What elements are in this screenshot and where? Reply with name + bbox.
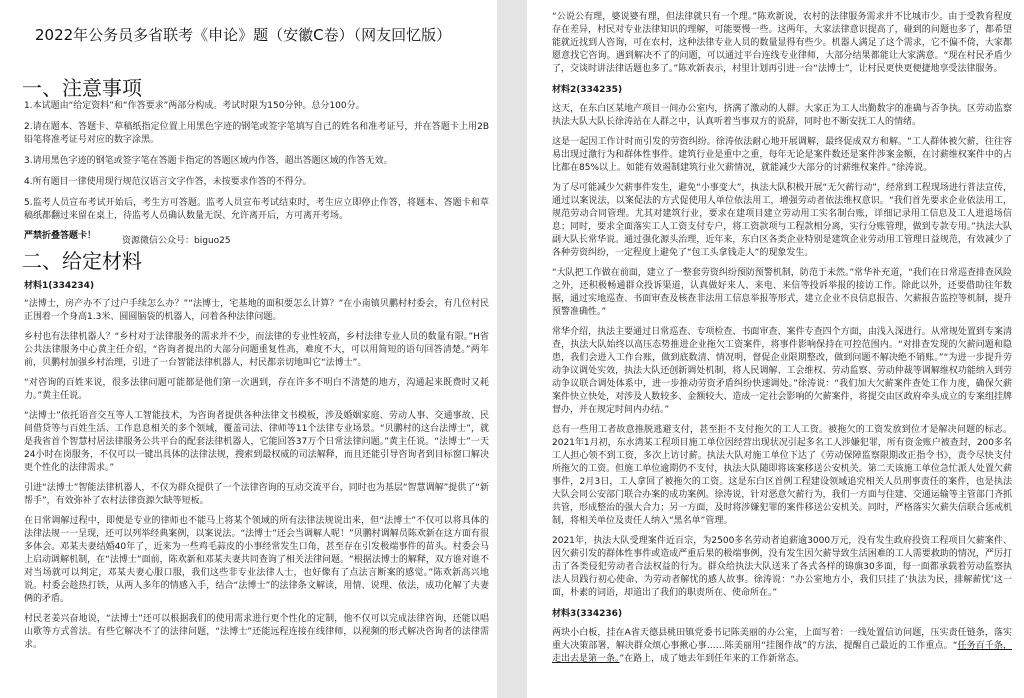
material-2-paragraph: 2021年，执法大队受理案件近百宗，为2500多名劳动者追薪逾3000万元，没有发生政府投资工程项目欠薪案件、因欠薪引发的群体性事件或造成严重后果的极端事例，没有发生因欠薪导致生活困难的工人需要救助的情况，严厉打击了各类侵犯劳动者合法权益的行为。群众给执法大队送来了各式各样的锦旗30多面，每一面都承载着劳动监察执法人员践行初心使命、为劳动者解忧的感人故事。徐涛说：“办公室地方小，我们只挂了‘执法为民，排解薪忧’这一面，朴素的词语，却道出了我们的职责所在、使命所在。”	[552, 536, 1012, 598]
material-2-label: 材料2(334235)	[552, 85, 623, 95]
notice-item: 1.本试题由“给定资料”和“作答要求”两部分构成。考试时限为150分钟。总分100分。	[24, 101, 365, 111]
material-1-paragraph: 村民老姜兴奋地说，“法博士”还可以根据我们的使用需求进行更个性化的定制，他不仅可以完成法律咨询，还能以唱山歌等方式普法。有些它解决不了的法律问题，“法博士”还能远程连接在线律师，以视频的形式解决咨询者的法律需求。	[24, 614, 489, 650]
material-2-paragraph: “大队把工作做在前面，建立了一整套劳资纠纷预防预警机制，防范于未然。”常华补充道，“我们在日常巡查排查风险之外，还积极畅通群众投诉渠道，认真做好来人、来电、来信等投诉举报的接访工作。除此以外，还要借助往年数据，通过实地巡查、书面审查及核查非法用工信息举报等形式，建立企业不良信息报告、欠薪报告监控等机制，提升预警准确性。”	[552, 268, 1012, 317]
material-3-text-start: 两块小白板，挂在A省天德县桃田镇党委书记陈美丽的办公室，上面写着：一线处置信访问题，压实责任链条，落实重大决策部署，解决群众烦心事揪心事……陈美丽用“挂图作战”的方法，提醒自己最近的工作重点。“	[552, 628, 1012, 651]
material-2-paragraph: 为了尽可能减少欠薪事件发生，避免“小事变大”，执法大队积极开展“无欠薪行动”，经常到工程现场进行普法宣传，通过以案说法，以案促法的方式促使用人单位依法用工，增强劳动者依法维权意识。“我们首先要求企业依法用工，规范劳动合同管理。尤其对建筑行业，要求在建项目建立劳动用工实名制台账，详细记录用工信息及工人进退场信息；同时，要求全面落实工人工资支付专户，将工资款项与工程款相分离，实行分账管理，做到专款专用。”执法大队副大队长常华说。通过强化源头治理，近年来，东白区各类企业特别是建筑企业劳动用工管理日益规范，有效减少了各种劳资纠纷，一定程度上避免了“包工头拿钱走人”的现象发生。	[552, 183, 1012, 258]
material-2-paragraph: 这是一起因工作计时而引发的劳资纠纷。徐涛依法耐心地开展调解，最终促成双方和解。“工人群体被欠薪，往往容易出现过激行为和群体性事件。建筑行业是重中之重，每年无论是案件数还是案件涉案金额，在讨薪维权案件中的占比都在85%以上。如能有效遏制建筑行业欠薪情况，就能减少大部分的讨薪维权案件。”徐涛说。	[552, 137, 1012, 173]
material-1-paragraph: 乡村也有法律机器人？“乡村对于法律服务的需求并不少，而法律的专业性较高，乡村法律专业人员的数量有限。”H省公共法律服务中心黄主任介绍，“咨询者提出的大部分问题重复性高，难度不大，可以用简短的语句回答清楚。”两年前，贝鹏村加强乡村治理，引进了一台智能法律机器人，村民都亲切地叫它“法博士”。	[24, 332, 489, 368]
material-1-paragraph: “法博士，房产办不了过户手续怎么办？”“法博士，宅基地的面积要怎么计算？”在小南镇贝鹏村村委会，有几位村民正围着一个身高1.3米、圆圆脑袋的机器人，问着各种法律问题。	[24, 299, 489, 322]
fold-warning: 严禁折叠答题卡！	[24, 231, 97, 241]
material-3-text-end: ”在路上，成了她去年到任年来的工作新常态。	[619, 654, 805, 664]
material-2-paragraph: 常华介绍，执法主要通过日常巡查、专项检查、书面审查、案件专查四个方面，由浅入深进行。从常规处置到专案清查，执法大队始终以高压态势推进企业拖欠工资案件，将事件影响保持在可控范围内。“对排查发现的欠薪问题和隐患，我们会进入工作台账，做到底数清、情况明，督促企业限期整改，做到问题不解决绝不销账。”“为进一步提升劳动争议调处实效，执法大队还创新调处机制，将人民调解、工会维权、劳动监察、劳动仲裁等调解维权功能纳入到劳动争议联合调处体系中，进一步推动劳资矛盾纠纷快速调处。”徐涛说：“我们加大欠薪案件查处工作力度，确保欠薪案件快立快处，对涉及人数较多、金额较大、造成一定社会影响的欠薪案件，将提交由区政府牵头成立的专案组挂牌督办，并在规定时间内办结。”	[552, 327, 1012, 415]
material-1-paragraph: “法博士”依托语音交互等人工智能技术，为咨询者提供各种法律文书模板，涉及婚姻家庭、劳动人事、交通事故、民间借贷等与百姓生活、工作息息相关的多个领域，覆盖司法、律师等11个法律专业场景。“贝鹏村的这台法博士”，就是我省首个智慧村居法律服务公共平台的配套法律机器人，它能回答37万个日常法律问题。”黄主任说。“法博士”一天24小时在岗服务，不仅可以一键出具体的法律法规，搜索到最权威的司法解释，而且还能引导咨询者到目标窗口解决更个性化的法律需求。”	[24, 411, 489, 473]
document-page-right	[527, 0, 1024, 698]
material-2-paragraph: 总有一些用工者故意推脱逃避支付，甚至拒不支付拖欠的工人工资。被拖欠的工资发放到位才是解决问题的标志。2021年1月初，东水湾某工程项目施工单位因经营出现状况引起多名工人涉嫌犯罪，所有资金账户被查封，200多名工人担心领不到工资，多次上访讨薪。执法大队对施工单位下达了《劳动保障监察限期改正指令书》，责令尽快支付所拖欠的工资。但施工单位逾期仍不支付，执法大队随即将该案移送公安机关。第二天该施工单位急忙派人处置欠薪事件，2月3日，工人拿回了被拖欠的工资。这是东白区首例工程建设领域追究相关人员刑事责任的案件，也是执法大队会同公安部门联合办案的成功案例。徐涛说，针对恶意欠薪行为，我们一方面与住建、交通运输等主管部门齐抓共管，形成整治的强大合力；另一方面，及时将涉嫌犯罪的案件移送公安机关。同时，严格落实欠薪失信联合惩戒机制，将相关单位及责任人纳入“黑名单”管理。	[552, 425, 1012, 526]
wechat-note: 资源微信公众号：biguo25	[122, 236, 231, 246]
material-3-paragraph	[552, 627, 1012, 666]
document-title: 2022年公务员多省联考《申论》题（安徽C卷）（网友回忆版）	[35, 26, 452, 44]
material-3-label: 材料3(334236)	[552, 609, 623, 619]
warning-row	[24, 230, 489, 246]
material-2-paragraph: 这天，在东白区某地产项目一间办公室内，挤满了激动的人群。大家正为工人出勤数字的准确与否争执。区劳动监察执法大队大队长徐涛站在人群之中，认真听着当事双方的说辞，同时也不断安抚工人的情绪。	[552, 104, 1012, 127]
material-1-paragraph: 在日常调解过程中，即便是专业的律师也不能马上将某个领域的所有法律法规说出来，但“法博士”不仅可以将具体的法律法规一一呈现，还可以列举经典案例，以案说法。“法博士”还会当调解人呢！”贝鹏村调解员陈欢新在这方面有很多体会。邓某夫妻结婚40年了，近来为一些鸡毛蒜皮的小事经常发生口角，甚至存在引发极端事件的苗头。村委会马上启动调解机制，在“法博士”面前，陈欢新和邓某夫妻共同查询了相关法律问题。“根据法博士的解释，双方谁对谁不对当场就可以判定，邓某夫妻心服口服，我们这些非专业法律人士，也好像有了点法言断案的感觉。”陈欢新高兴地说。村委会趁热打铁，从两人多年的情感入手，结合“法博士”的法律条文解读，用情、说理、依法，成功化解了夫妻俩的矛盾。	[24, 516, 489, 604]
notice-heading: 一、注意事项	[22, 76, 142, 100]
material-1-paragraph: 引进“法博士”智能法律机器人，不仅为群众提供了一个法律咨询的互动交流平台，同时也为基层“智慧调解”提供了“新帮手”，有效弥补了农村法律资源欠缺等短板。	[24, 483, 489, 506]
material-1-label: 材料1(334234)	[24, 281, 95, 291]
document-page-left	[0, 0, 497, 698]
notice-item: 3.请用黑色字迹的钢笔或签字笔在答题卡指定的答题区域内作答，超出答题区域的作答无效。	[24, 156, 393, 166]
notice-item: 4.所有题目一律使用现行规范汉语言文字作答，未按要求作答的不得分。	[24, 177, 312, 187]
material-1-paragraph-continued: “公说公有理，婆说婆有理，但法律就只有一个理。”陈欢新说，农村的法律服务需求并不比城市少。由于受教育程度存在差异，村民对专业法律知识的理解，可能要慢一些。这两年，大家法律意识提高了，碰到的问题也多了，都希望能就近找到人咨询，可在农村，这种法律专业人员的数量显得有些少。机器人满足了这个需求，它不偏不倚，大家都愿意找它咨询。遇到解决不了的问题，可以通过平台连线专业律师，大部分结果都能让大家满意。“现在村民矛盾少了，交谈时讲法律话题也多了。”陈欢新表示，村里计划再引进一台“法博士”，让村民更快更便捷地享受法律服务。	[552, 12, 1012, 74]
notice-item: 5.监考人员宣布考试开始后，考生方可答题。监考人员宣布考试结束时，考生应立即停止作答，将题本、答题卡和草稿纸都翻过来留在桌上，待监考人员确认数量无误、允许离开后，方可离开考场。	[24, 198, 489, 221]
material-3-underlined-text: 任务百千条，走出去是第一条。	[552, 641, 1012, 664]
notice-item: 2.请在题本、答题卡、草稿纸指定位置上用黑色字迹的钢笔或签字笔填写自己的姓名和准考证号，并在答题卡上用2B铅笔将准考证号对应的数字涂黑。	[24, 122, 489, 145]
materials-heading: 二、给定材料	[22, 249, 142, 273]
material-1-paragraph: “对咨询的百姓来说，很多法律问题可能都是他们第一次遇到，存在许多不明白不清楚的地方，沟通起来既费时又耗力。”黄主任说。	[24, 378, 489, 401]
